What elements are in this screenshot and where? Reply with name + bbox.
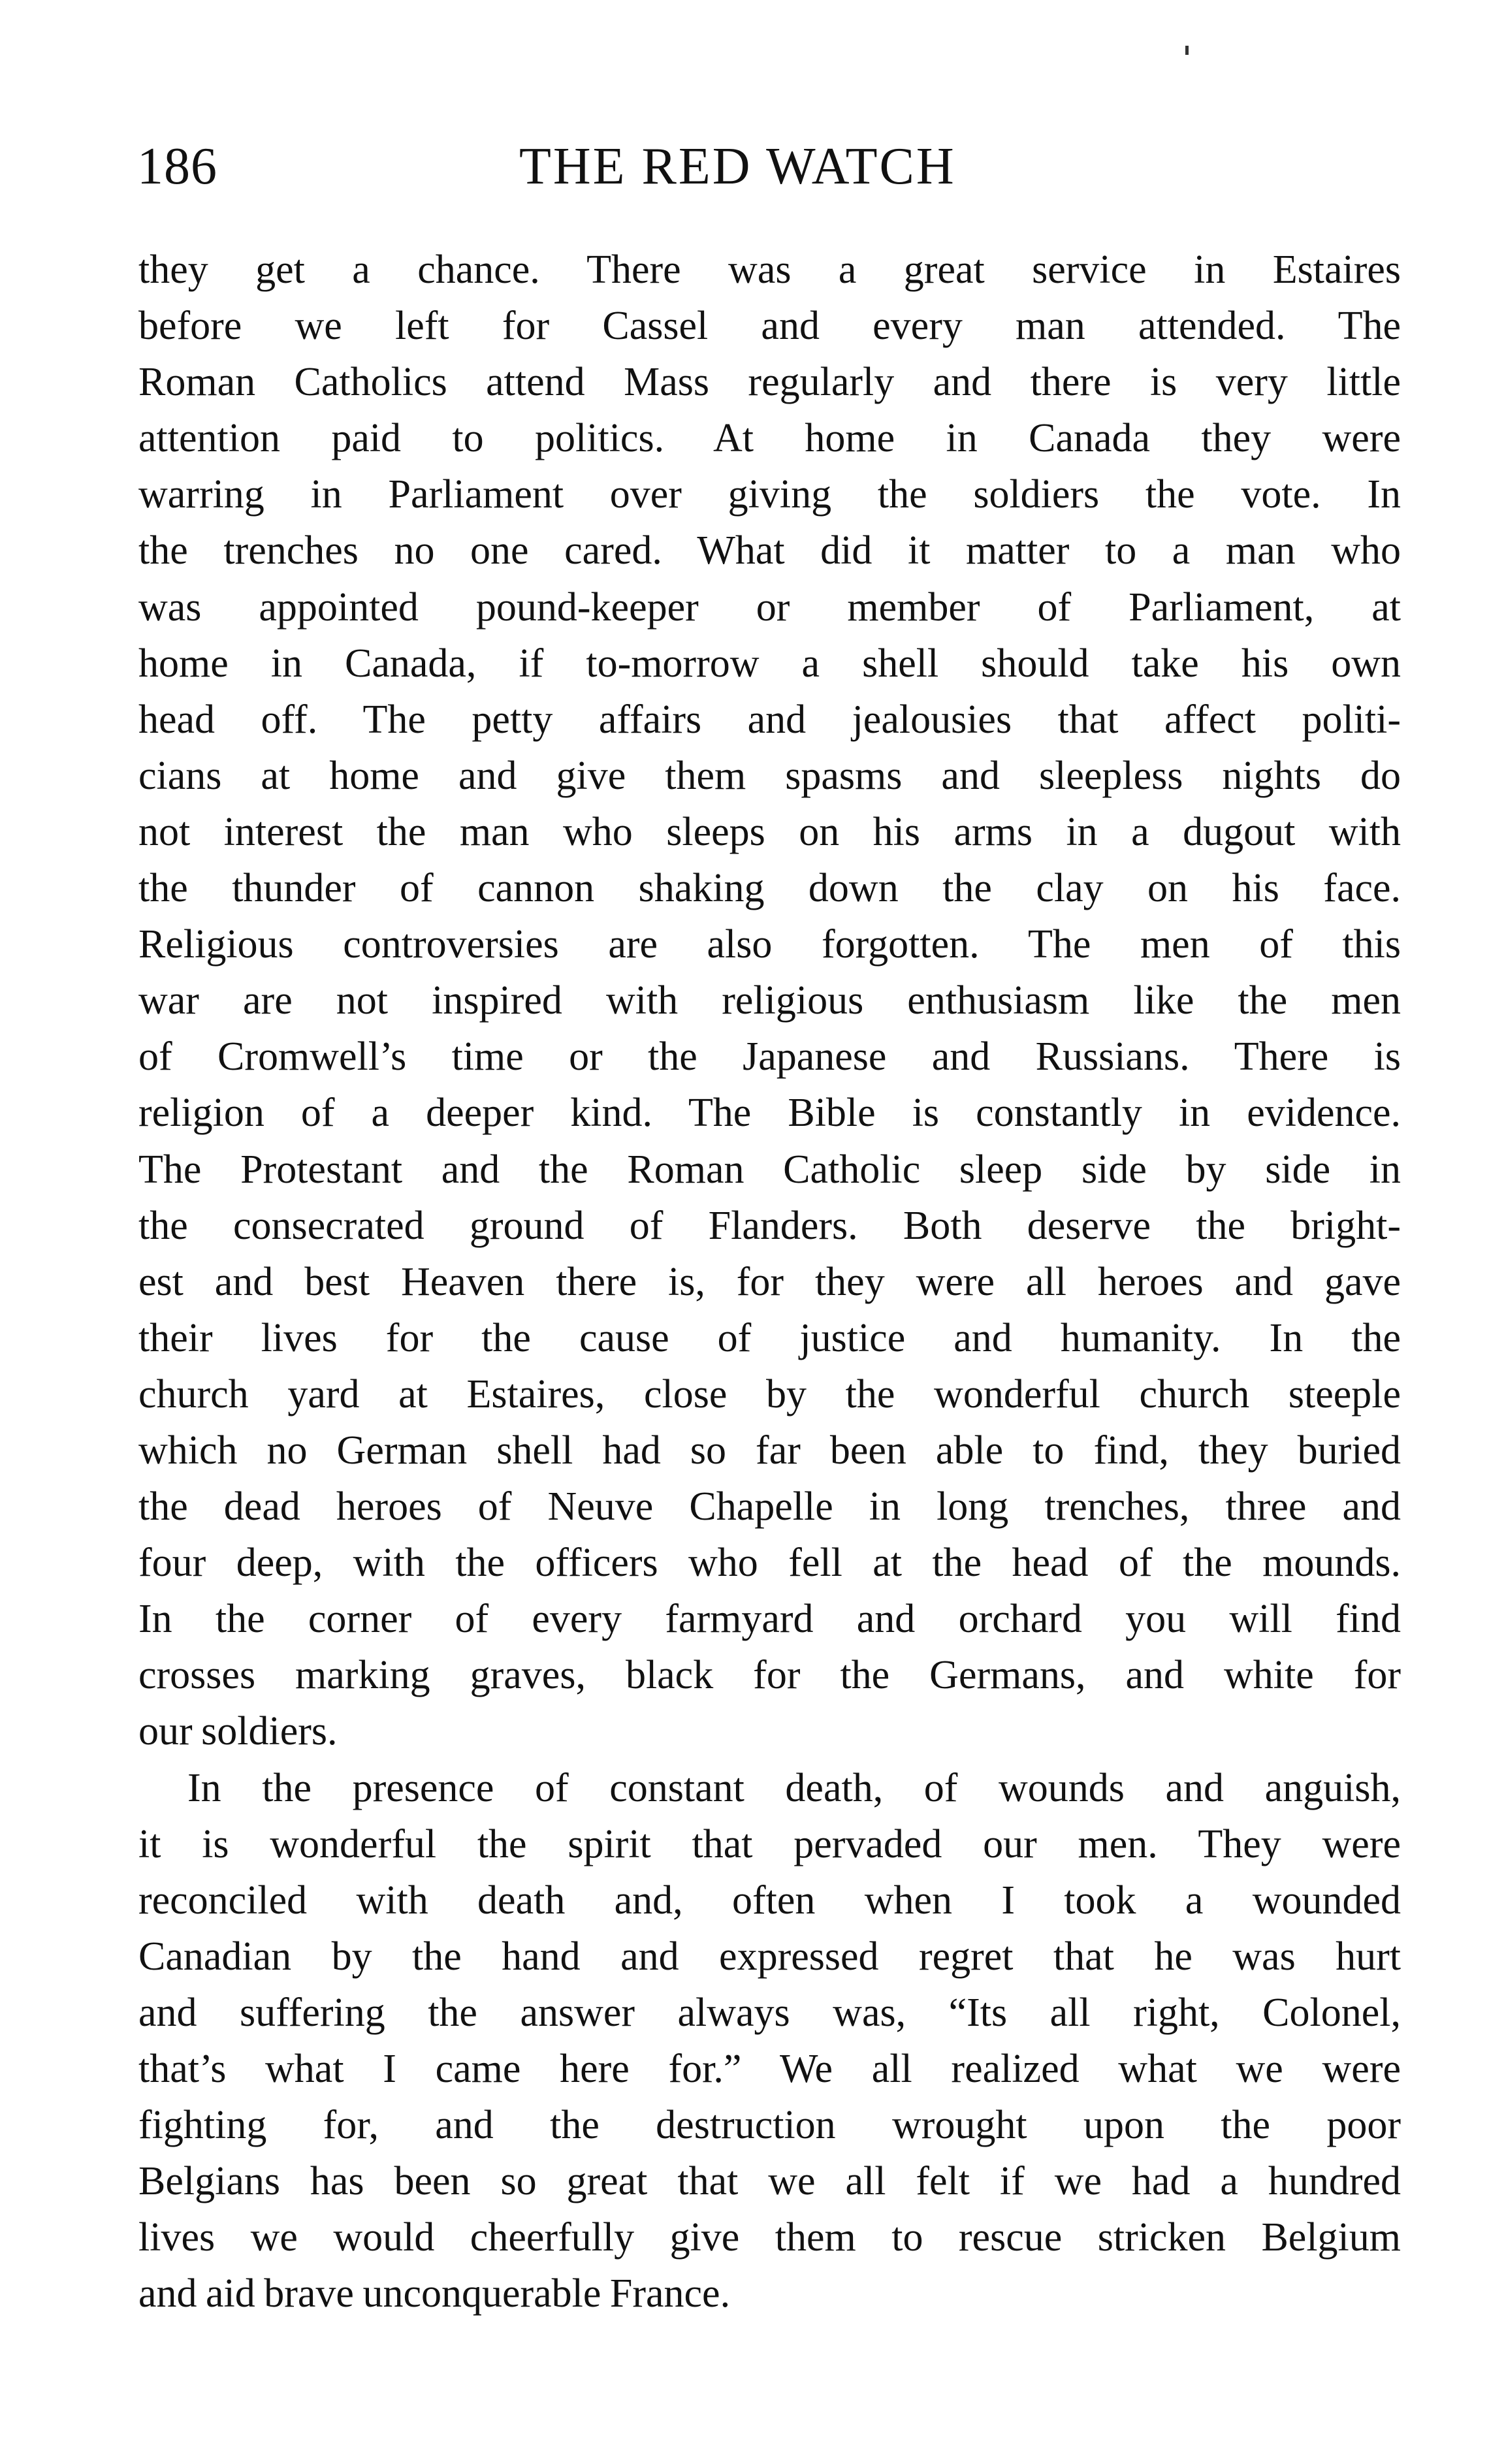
text-line: the thunder of cannon shaking down the clay on his face. [138,866,1401,911]
text-line: est and best Heaven there is, for they were all heroes and gave [138,1259,1401,1304]
text-line: and suffering the answer always was, “Its all right, Colonel, [138,1990,1401,2035]
text-line: Roman Catholics attend Mass regularly and there is very little [138,360,1401,405]
page-number: 186 [137,138,217,195]
stray-ink-mark [1185,46,1189,55]
text-line: before we left for Cassel and every man attended. The [138,304,1401,349]
text-line: and aid brave unconquerable France. [138,2271,731,2316]
text-line: head off. The petty affairs and jealousies that affect politi- [138,697,1401,742]
text-line: fighting for, and the destruction wrought upon the poor [138,2103,1401,2148]
text-line: attention paid to politics. At home in Canada they were [138,416,1401,461]
text-line: Religious controversies are also forgotten. The men of this [138,922,1401,967]
text-line: Belgians has been so great that we all felt if we had a hundred [138,2159,1401,2204]
running-head [137,131,1401,202]
text-line: crosses marking graves, black for the Germans, and white for [138,1653,1401,1698]
text-line: four deep, with the officers who fell at the head of the mounds. [138,1541,1401,1586]
text-line: religion of a deeper kind. The Bible is constantly in evidence. [138,1091,1401,1136]
text-line: the dead heroes of Neuve Chapelle in long trenches, three and [138,1484,1401,1529]
text-line: it is wonderful the spirit that pervaded our men. They were [138,1821,1401,1866]
text-line: In the corner of every farmyard and orchard you will find [138,1597,1401,1642]
text-line: that’s what I came here for.” We all realized what we were [138,2047,1401,2091]
text-line: warring in Parliament over giving the soldiers the vote. In [138,472,1401,517]
text-line: of Cromwell’s time or the Japanese and Russians. There is [138,1034,1401,1080]
text-line: the trenches no one cared. What did it matter to a man who [138,528,1401,573]
text-line: home in Canada, if to-morrow a shell should take his own [138,641,1401,686]
text-line: reconciled with death and, often when I took a wounded [138,1878,1401,1923]
text-line: they get a chance. There was a great service in Estaires [138,248,1401,292]
text-line: The Protestant and the Roman Catholic sleep side by side in [138,1147,1401,1192]
text-line: Canadian by the hand and expressed regret that he was hurt [138,1934,1401,1979]
text-line: was appointed pound-keeper or member of Parliament, at [138,584,1401,630]
text-line: not interest the man who sleeps on his arms in a dugout with [138,809,1401,854]
text-line: war are not inspired with religious enthusiasm like the men [138,978,1401,1023]
text-line: their lives for the cause of justice and humanity. In the [138,1315,1401,1360]
text-line: In the presence of constant death, of wounds and anguish, [187,1765,1401,1810]
text-line: our soldiers. [138,1709,338,1754]
text-line: the consecrated ground of Flanders. Both deserve the bright- [138,1203,1401,1248]
text-line: cians at home and give them spasms and sleepless nights do [138,753,1401,798]
text-line: lives we would cheerfully give them to rescue stricken Belgium [138,2215,1401,2260]
text-line: church yard at Estaires, close by the wonderful church steeple [138,1371,1401,1416]
body-text [138,242,1401,2322]
text-line: which no German shell had so far been able to find, they buried [138,1428,1401,1473]
running-title: THE RED WATCH [519,138,956,195]
